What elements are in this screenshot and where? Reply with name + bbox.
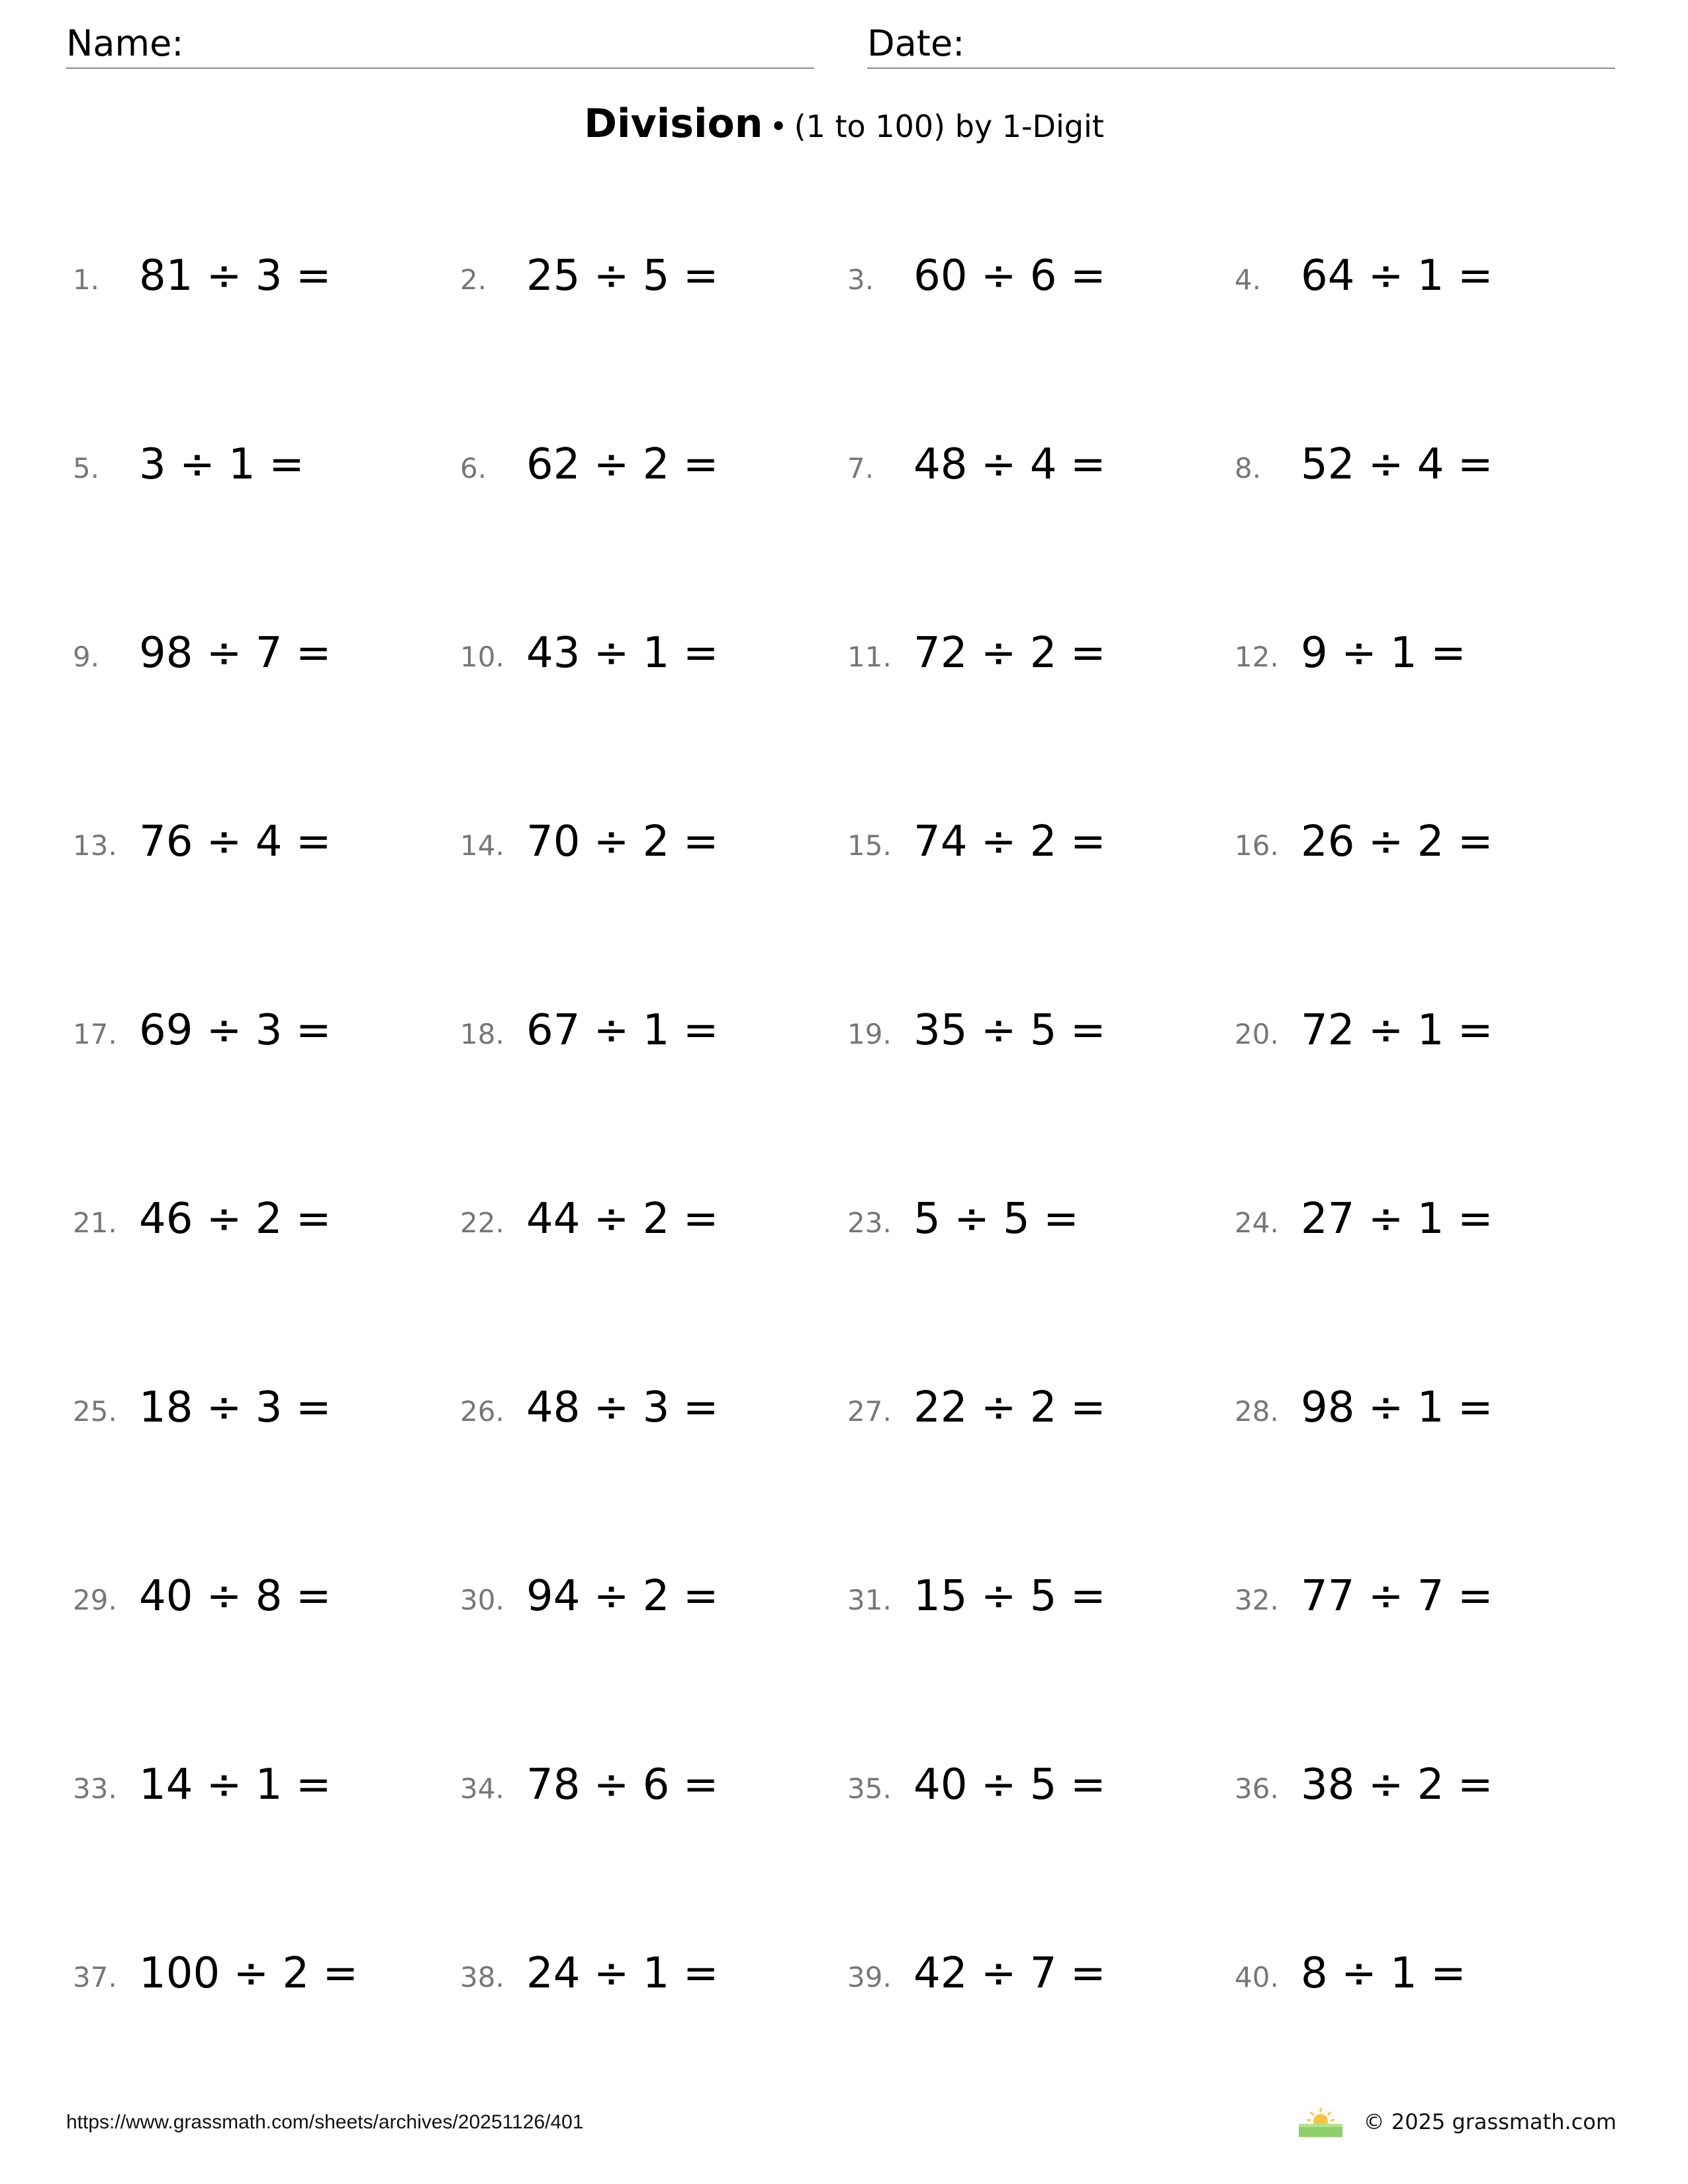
problem-grid — [73, 251, 1622, 2144]
problem-number: 25. — [73, 1395, 117, 1428]
problem-expression: 40 ÷ 8 = — [139, 1572, 332, 1621]
problem-expression: 72 ÷ 2 = — [914, 629, 1106, 678]
problem-expression: 8 ÷ 1 = — [1301, 1949, 1466, 1998]
problem-item — [73, 1572, 460, 1625]
problem-item — [1235, 1949, 1622, 2002]
problem-expression: 78 ÷ 6 = — [526, 1760, 719, 1809]
problem-number: 6. — [460, 452, 487, 484]
problem-expression: 52 ÷ 4 = — [1301, 440, 1493, 489]
problem-number: 34. — [460, 1772, 504, 1805]
problem-item — [1235, 1383, 1622, 1436]
problem-number: 17. — [73, 1018, 117, 1050]
problem-expression: 22 ÷ 2 = — [914, 1383, 1106, 1432]
problem-expression: 14 ÷ 1 = — [139, 1760, 332, 1809]
problem-number: 10. — [460, 641, 504, 673]
problem-item — [1235, 1195, 1622, 1248]
problem-expression: 42 ÷ 7 = — [914, 1949, 1106, 1998]
problem-expression: 9 ÷ 1 = — [1301, 629, 1466, 678]
name-label: Name: — [66, 23, 184, 64]
problem-expression: 24 ÷ 1 = — [526, 1949, 719, 1998]
problem-expression: 62 ÷ 2 = — [526, 440, 719, 489]
name-field[interactable] — [66, 20, 814, 69]
date-label: Date: — [867, 23, 965, 64]
problem-item — [460, 629, 847, 682]
problem-number: 33. — [73, 1772, 117, 1805]
problem-number: 32. — [1235, 1584, 1279, 1616]
problem-item — [460, 1572, 847, 1625]
problem-expression: 94 ÷ 2 = — [526, 1572, 719, 1621]
problem-number: 1. — [73, 263, 100, 296]
problem-number: 23. — [847, 1206, 892, 1239]
worksheet-title — [0, 101, 1688, 147]
problem-item — [847, 817, 1235, 870]
problem-number: 26. — [460, 1395, 504, 1428]
problem-expression: 3 ÷ 1 = — [139, 440, 305, 489]
problem-number: 28. — [1235, 1395, 1279, 1428]
problem-expression: 77 ÷ 7 = — [1301, 1572, 1493, 1621]
footer-copyright: © 2025 grassmath.com — [1363, 2109, 1617, 2134]
problem-number: 31. — [847, 1584, 892, 1616]
problem-item — [73, 1195, 460, 1248]
problem-expression: 27 ÷ 1 = — [1301, 1195, 1493, 1244]
problem-number: 3. — [847, 263, 874, 296]
problem-expression: 72 ÷ 1 = — [1301, 1006, 1493, 1055]
problem-item — [73, 1760, 460, 1813]
problem-item — [847, 1760, 1235, 1813]
problem-item — [73, 1006, 460, 1059]
problem-expression: 43 ÷ 1 = — [526, 629, 719, 678]
problem-item — [73, 440, 460, 493]
problem-number: 36. — [1235, 1772, 1279, 1805]
footer-branding — [1297, 2102, 1617, 2142]
problem-expression: 70 ÷ 2 = — [526, 817, 719, 866]
title-subtitle: (1 to 100) by 1-Digit — [794, 109, 1104, 144]
problem-number: 35. — [847, 1772, 892, 1805]
problem-item — [1235, 251, 1622, 304]
problem-expression: 98 ÷ 7 = — [139, 629, 332, 678]
problem-item — [1235, 817, 1622, 870]
problem-expression: 76 ÷ 4 = — [139, 817, 332, 866]
problem-item — [847, 1572, 1235, 1625]
problem-expression: 98 ÷ 1 = — [1301, 1383, 1493, 1432]
problem-expression: 5 ÷ 5 = — [914, 1195, 1079, 1244]
problem-item — [73, 1383, 460, 1436]
problem-item — [73, 817, 460, 870]
problem-number: 9. — [73, 641, 100, 673]
problem-item — [460, 1760, 847, 1813]
problem-number: 27. — [847, 1395, 892, 1428]
problem-item — [847, 629, 1235, 682]
problem-item — [847, 1949, 1235, 2002]
problem-item — [460, 1195, 847, 1248]
problem-expression: 60 ÷ 6 = — [914, 251, 1106, 300]
problem-expression: 69 ÷ 3 = — [139, 1006, 332, 1055]
footer-url: https://www.grassmath.com/sheets/archives/20251126/401 — [66, 2111, 584, 2133]
problem-number: 20. — [1235, 1018, 1279, 1050]
problem-item — [460, 1949, 847, 2002]
problem-expression: 64 ÷ 1 = — [1301, 251, 1493, 300]
problem-number: 38. — [460, 1961, 504, 1993]
problem-expression: 38 ÷ 2 = — [1301, 1760, 1493, 1809]
problem-expression: 44 ÷ 2 = — [526, 1195, 719, 1244]
problem-number: 2. — [460, 263, 487, 296]
problem-item — [1235, 1006, 1622, 1059]
problem-number: 8. — [1235, 452, 1262, 484]
problem-number: 16. — [1235, 829, 1279, 862]
problem-number: 13. — [73, 829, 117, 862]
problem-item — [1235, 440, 1622, 493]
problem-expression: 67 ÷ 1 = — [526, 1006, 719, 1055]
problem-item — [460, 1383, 847, 1436]
problem-item — [1235, 629, 1622, 682]
problem-item — [847, 440, 1235, 493]
title-separator: • — [769, 109, 788, 144]
problem-number: 30. — [460, 1584, 504, 1616]
problem-item — [460, 817, 847, 870]
problem-item — [1235, 1572, 1622, 1625]
problem-expression: 25 ÷ 5 = — [526, 251, 719, 300]
problem-number: 29. — [73, 1584, 117, 1616]
problem-number: 40. — [1235, 1961, 1279, 1993]
problem-number: 19. — [847, 1018, 892, 1050]
problem-item — [847, 251, 1235, 304]
problem-expression: 15 ÷ 5 = — [914, 1572, 1106, 1621]
problem-number: 37. — [73, 1961, 117, 1993]
problem-item — [847, 1195, 1235, 1248]
problem-number: 15. — [847, 829, 892, 862]
problem-number: 14. — [460, 829, 504, 862]
problem-item — [847, 1006, 1235, 1059]
title-main: Division — [584, 101, 763, 147]
problem-item — [73, 251, 460, 304]
problem-item — [460, 251, 847, 304]
problem-item — [73, 1949, 460, 2002]
problem-number: 39. — [847, 1961, 892, 1993]
problem-number: 4. — [1235, 263, 1262, 296]
problem-expression: 48 ÷ 3 = — [526, 1383, 719, 1432]
problem-expression: 35 ÷ 5 = — [914, 1006, 1106, 1055]
problem-expression: 100 ÷ 2 = — [139, 1949, 359, 1998]
problem-number: 5. — [73, 452, 100, 484]
problem-item — [1235, 1760, 1622, 1813]
problem-number: 18. — [460, 1018, 504, 1050]
problem-number: 21. — [73, 1206, 117, 1239]
problem-item — [460, 440, 847, 493]
problem-item — [460, 1006, 847, 1059]
problem-expression: 26 ÷ 2 = — [1301, 817, 1493, 866]
problem-number: 22. — [460, 1206, 504, 1239]
problem-number: 11. — [847, 641, 892, 673]
problem-expression: 74 ÷ 2 = — [914, 817, 1106, 866]
problem-item — [73, 629, 460, 682]
problem-expression: 40 ÷ 5 = — [914, 1760, 1106, 1809]
date-field[interactable] — [867, 20, 1615, 69]
problem-number: 24. — [1235, 1206, 1279, 1239]
problem-expression: 46 ÷ 2 = — [139, 1195, 332, 1244]
problem-number: 7. — [847, 452, 874, 484]
problem-expression: 81 ÷ 3 = — [139, 251, 332, 300]
problem-expression: 48 ÷ 4 = — [914, 440, 1106, 489]
problem-expression: 18 ÷ 3 = — [139, 1383, 332, 1432]
grassmath-logo-icon — [1297, 2105, 1344, 2138]
problem-number: 12. — [1235, 641, 1279, 673]
problem-item — [847, 1383, 1235, 1436]
